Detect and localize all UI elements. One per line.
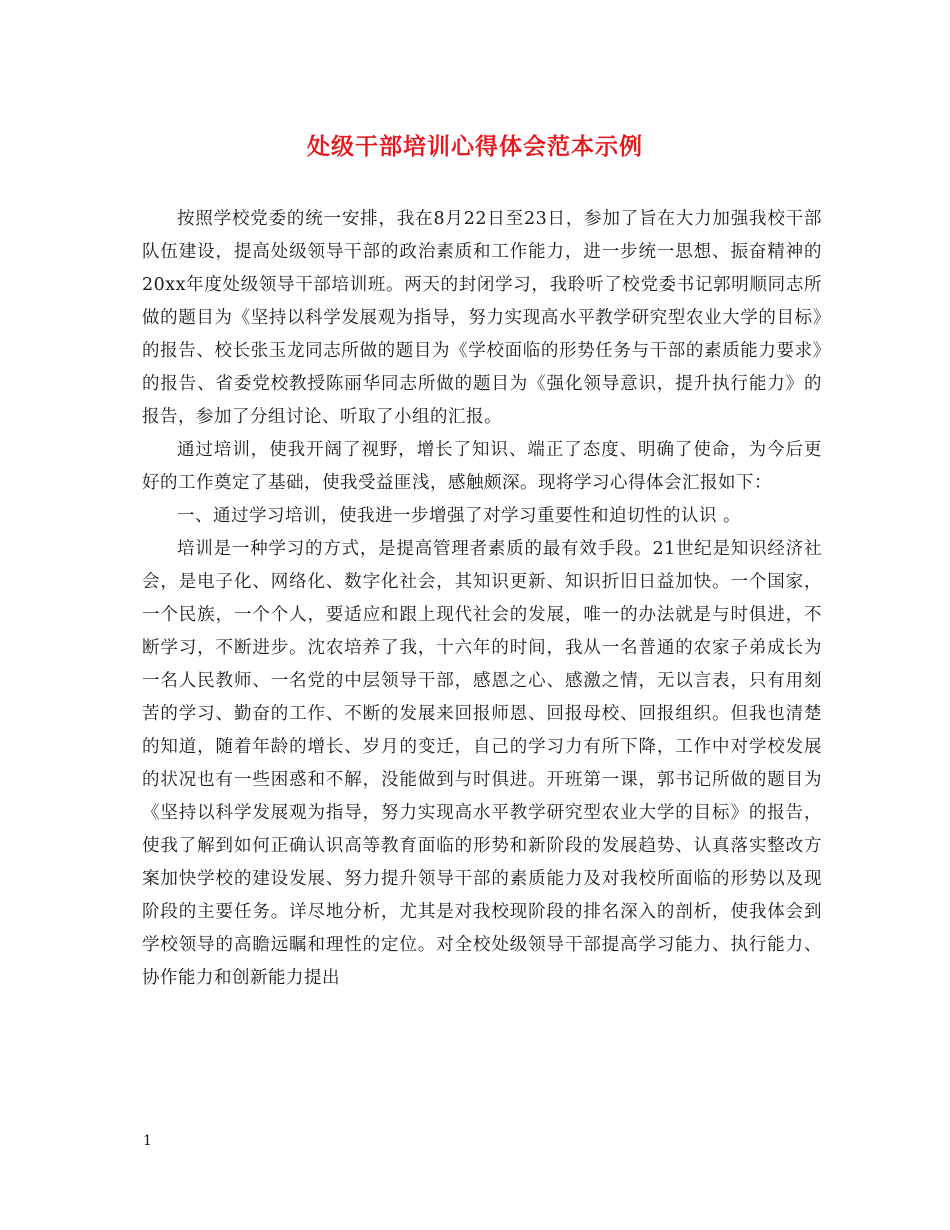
document-title: 处级干部培训心得体会范本示例 xyxy=(307,133,643,160)
document-body xyxy=(142,203,822,995)
paragraph-training-result: 通过培训，使我开阔了视野，增长了知识、端正了态度、明确了使命，为今后更好的工作奠定了基础，使我受益匪浅，感触颇深。现将学习心得体会汇报如下： xyxy=(142,440,822,493)
paragraph-learning-importance: 培训是一种学习的方式，是提高管理者素质的最有效手段。21世纪是知识经济社会，是电子化、网络化、数字化社会，其知识更新、知识折旧日益加快。一个国家，一个民族，一个个人，要适应和跟上现代社会的发展，唯一的办法就是与时俱进，不断学习，不断进步。沈农培养了我，十六年的时间，我从一名普通的农家子弟成长为一名人民教师、一名党的中层领导干部，感恩之心、感激之情，无以言表，只有用刻苦的学习、勤奋的工作、不断的发展来回报师恩、回报母校、回报组织。但我也清楚的知道，随着年龄的增长、岁月的变迁，自己的学习力有所下降，工作中对学校发展的状况也有一些困惑和不解，没能做到与时俱进。开班第一课，郭书记所做的题目为《坚持以科学发展观为指导，努力实现高水平教学研究型农业大学的目标》的报告，使我了解到如何正确认识高等教育面临的形势和新阶段的发展趋势、认真落实整改方案加快学校的建设发展、努力提升领导干部的素质能力及对我校所面临的形势以及现阶段的主要任务。详尽地分析，尤其是对我校现阶段的排名深入的剖析，使我体会到学校领导的高瞻远瞩和理性的定位。对全校处级领导干部提高学习能力、执行能力、协作能力和创新能力提出 xyxy=(142,539,822,988)
section-heading-1: 一、通过学习培训，使我进一步增强了对学习重要性和迫切性的认识 。 xyxy=(177,506,742,526)
paragraph-intro: 按照学校党委的统一安排，我在8月22日至23日，参加了旨在大力加强我校干部队伍建设，提高处级领导干部的政治素质和工作能力，进一步统一思想、振奋精神的20xx年度处级领导干部培训班。两天的封闭学习，我聆听了校党委书记郭明顺同志所做的题目为《坚持以科学发展观为指导，努力实现高水平教学研究型农业大学的目标》的报告、校长张玉龙同志所做的题目为《学校面临的形势任务与干部的素质能力要求》的报告、省委党校教授陈丽华同志所做的题目为《强化领导意识，提升执行能力》的报告，参加了分组讨论、听取了小组的汇报。 xyxy=(142,209,822,427)
page-number: 1 xyxy=(143,1133,152,1149)
